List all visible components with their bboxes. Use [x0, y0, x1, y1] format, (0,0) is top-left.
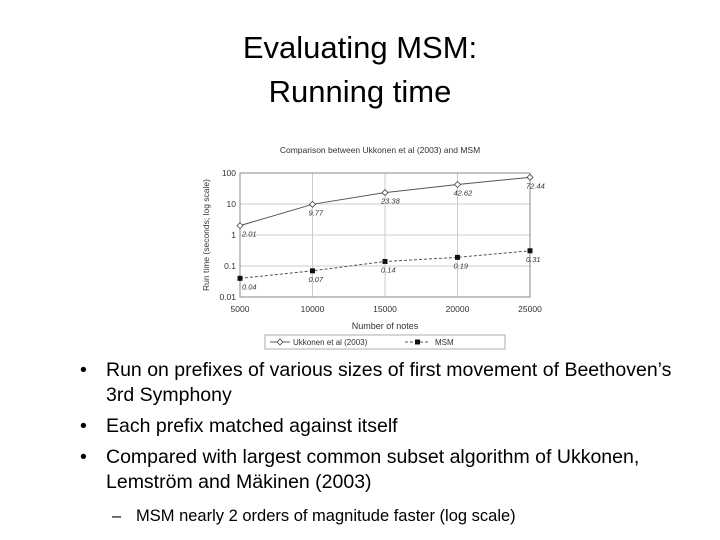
data-point-ukkonen	[310, 201, 316, 207]
data-point-msm	[383, 259, 388, 264]
x-axis-label: Number of notes	[351, 321, 419, 331]
bullet-text-3: Compared with largest common subset algorithm of Ukkonen, Lemström and Mäkinen (2003)	[106, 446, 640, 493]
y-tick-label: 10	[226, 199, 236, 209]
data-point-ukkonen	[527, 174, 533, 180]
y-tick-label: 100	[221, 168, 236, 178]
data-point-msm	[455, 255, 460, 260]
data-label: 0.31	[526, 254, 541, 264]
data-point-msm	[528, 248, 533, 253]
legend-label-msm: MSM	[435, 338, 454, 347]
slide-title	[0, 26, 720, 114]
bullet-dot: •	[80, 446, 87, 468]
x-tick-label: 15000	[373, 304, 397, 314]
data-label: 0.07	[308, 274, 324, 284]
y-tick-label: 0.01	[219, 292, 236, 302]
bullet-item-3	[80, 445, 680, 495]
bullet-text-1: Run on prefixes of various sizes of first movement of Beethoven’s 3rd Symphony	[106, 359, 672, 406]
data-label: 72.44	[526, 181, 545, 191]
legend-marker-msm	[415, 340, 420, 345]
data-point-msm	[238, 276, 243, 281]
y-axis-label: Run time (seconds; log scale)	[201, 179, 211, 291]
data-label: 9.77	[308, 208, 324, 218]
bullet-item-2	[80, 414, 680, 439]
sub-bullet-dash: –	[112, 507, 122, 525]
sub-bullet-text: MSM nearly 2 orders of magnitude faster (log scale)	[136, 507, 516, 525]
data-point-ukkonen	[382, 190, 388, 196]
data-point-ukkonen	[455, 181, 461, 187]
bullet-list	[80, 358, 680, 527]
data-label: 23.38	[381, 196, 400, 206]
bullet-dot: •	[80, 359, 87, 381]
bullet-dot: •	[80, 415, 87, 437]
title-line-1: Evaluating MSM:	[242, 30, 478, 65]
y-tick-label: 1	[231, 230, 236, 240]
runtime-chart	[195, 140, 555, 355]
sub-bullet-item	[80, 505, 680, 527]
bullet-text-2: Each prefix matched against itself	[106, 415, 398, 437]
data-label: 42.62	[453, 188, 473, 198]
y-tick-label: 0.1	[224, 261, 236, 271]
bullet-item-1	[80, 358, 680, 408]
x-tick-label: 20000	[445, 304, 470, 314]
data-label: 0.19	[453, 261, 469, 271]
data-label: 0.14	[381, 265, 396, 275]
data-point-ukkonen	[237, 223, 243, 229]
data-point-msm	[310, 268, 315, 273]
x-tick-label: 25000	[518, 304, 542, 314]
title-line-2: Running time	[268, 74, 452, 109]
chart-container	[195, 140, 555, 355]
chart-title: Comparison between Ukkonen et al (2003) and MSM	[279, 145, 481, 155]
data-label: 2.01	[242, 229, 257, 239]
legend-label-ukkonen: Ukkonen et al (2003)	[293, 338, 368, 347]
data-label: 0.04	[242, 282, 257, 292]
x-tick-label: 5000	[230, 304, 250, 314]
x-tick-label: 10000	[300, 304, 325, 314]
